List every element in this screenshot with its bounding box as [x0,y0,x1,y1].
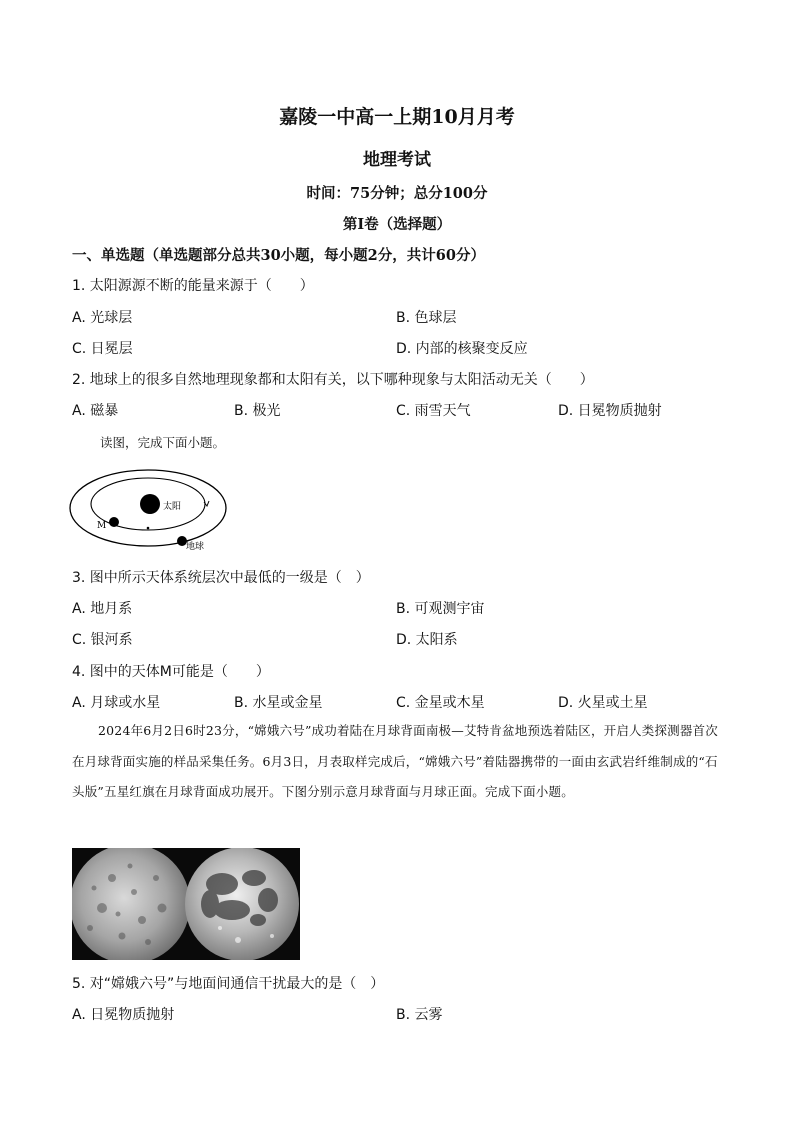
question-5-option-b[interactable]: B. 云雾 [396,1007,443,1023]
question-2-option-c[interactable]: C. 雨雪天气 [396,403,471,419]
question-2-stem: 2. 地球上的很多自然地理现象都和太阳有关，以下哪种现象与太阳活动无关（ ） [72,372,594,388]
chang-e-6-passage: 2024年6月2日6时23分，“嫦娥六号”成功着陆在月球背面南极—艾特肯盆地预选着陆区，开启人类探测器首次在月球背面实施的样品采集任务。6月3日，月表取样完成后，“嫦娥六号”着陆器携带的一面由玄武岩纤维制成的“石头版”五星红旗在月球背面成功展开。下图分别示意月球背面与月球正面。完成下面小题。 [72,723,718,799]
question-2-option-d[interactable]: D. 日冕物质抛射 [558,403,662,419]
question-3-option-c[interactable]: C. 银河系 [72,632,133,648]
sun-label: 太阳 [163,502,182,512]
sun-body [140,494,160,514]
solar-system-diagram [68,460,238,560]
volume-title: 第I卷（选择题） [342,216,452,233]
exam-subject: 地理考试 [363,150,431,170]
question-1-stem: 1. 太阳源源不断的能量来源于（ ） [72,278,314,294]
question-3-option-d[interactable]: D. 太阳系 [396,632,458,648]
question-5-option-a[interactable]: A. 日冕物质抛射 [72,1007,175,1023]
exam-title: 嘉陵一中高一上期10月月考 [279,106,515,128]
earth-label: 地球 [186,542,205,552]
planet-m-label: M [97,521,107,531]
question-1-option-c[interactable]: C. 日冕层 [72,341,133,357]
question-4-option-a[interactable]: A. 月球或水星 [72,695,161,711]
question-1-option-b[interactable]: B. 色球层 [396,310,457,326]
question-5-stem: 5. 对“嫦娥六号”与地面间通信干扰最大的是（ ） [72,976,385,992]
question-2-option-b[interactable]: B. 极光 [234,403,281,419]
section-title: 一、单选题（单选题部分总共30小题，每小题2分，共计60分） [72,247,485,264]
question-4-stem: 4. 图中的天体M可能是（ ） [72,664,270,680]
question-1-option-a[interactable]: A. 光球层 [72,310,133,326]
question-3-option-b[interactable]: B. 可观测宇宙 [396,601,485,617]
orbit-dot [147,527,150,530]
exam-info: 时间：75分钟；总分100分 [306,185,488,202]
reading-instruction: 读图，完成下面小题。 [100,435,226,450]
question-3-option-a[interactable]: A. 地月系 [72,601,133,617]
moon-photos [72,848,300,960]
question-1-option-d[interactable]: D. 内部的核聚变反应 [396,341,528,357]
question-4-option-d[interactable]: D. 火星或土星 [558,695,648,711]
question-4-option-b[interactable]: B. 水星或金星 [234,695,323,711]
question-3-stem: 3. 图中所示天体系统层次中最低的一级是（ ） [72,570,370,586]
planet-m-body [109,517,119,527]
question-2-option-a[interactable]: A. 磁暴 [72,403,119,419]
question-4-option-c[interactable]: C. 金星或木星 [396,695,485,711]
